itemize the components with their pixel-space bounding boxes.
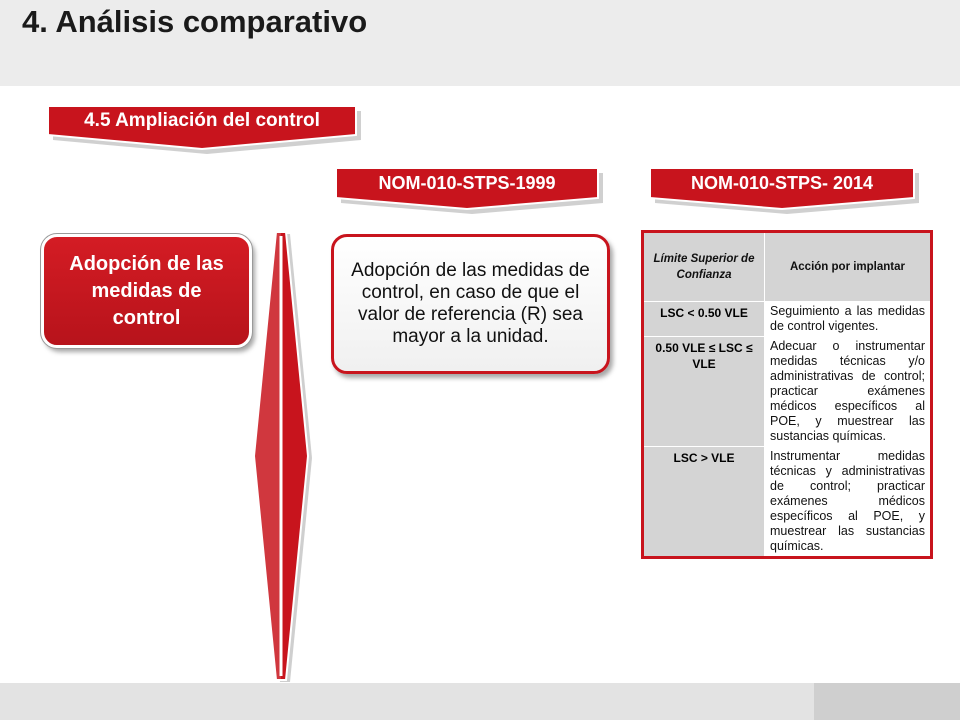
subtitle-banner [46, 104, 362, 154]
row-criterion: LSC < 0.50 VLE [643, 302, 765, 337]
row-action: Seguimiento a las medidas de control vigentes. [765, 302, 932, 337]
header-confidence-limit: Límite Superior de Confianza [643, 232, 765, 302]
row-action: Adecuar o instrumentar medidas técnicas y/o administrativas de control; practicar exámenes médicos específicos al POE, y muestrear las sustancias químicas. [765, 337, 932, 447]
norm-2014-label: NOM-010-STPS- 2014 [690, 172, 874, 193]
action-table [641, 230, 933, 559]
double-arrow-divider [252, 228, 314, 688]
header-action: Acción por implantar [765, 232, 932, 302]
slide-title: 4. Análisis comparativo [22, 4, 368, 39]
table-row [643, 302, 932, 337]
table-row [643, 447, 932, 558]
norm-2014-banner [648, 166, 920, 214]
footer-accent [814, 683, 960, 720]
norm-1999-label: NOM-010-STPS-1999 [378, 172, 556, 193]
row-criterion: 0.50 VLE ≤ LSC ≤ VLE [643, 337, 765, 447]
row-criterion: LSC > VLE [643, 447, 765, 558]
old-norm-text-box [331, 234, 610, 374]
topic-box [41, 234, 252, 348]
topic-label: Adopción de las medidas de control [69, 252, 224, 329]
norm-1999-banner [334, 166, 604, 214]
old-norm-text: Adopción de las medidas de control, en caso de que el valor de referencia (R) sea mayor a la unidad. [351, 260, 590, 347]
table-row [643, 337, 932, 447]
row-action: Instrumentar medidas técnicas y administrativas de control; practicar exámenes médicos específicos al POE, y muestrear las sustancias químicas. [765, 447, 932, 558]
subtitle-label: 4.5 Ampliación del control [84, 110, 320, 131]
